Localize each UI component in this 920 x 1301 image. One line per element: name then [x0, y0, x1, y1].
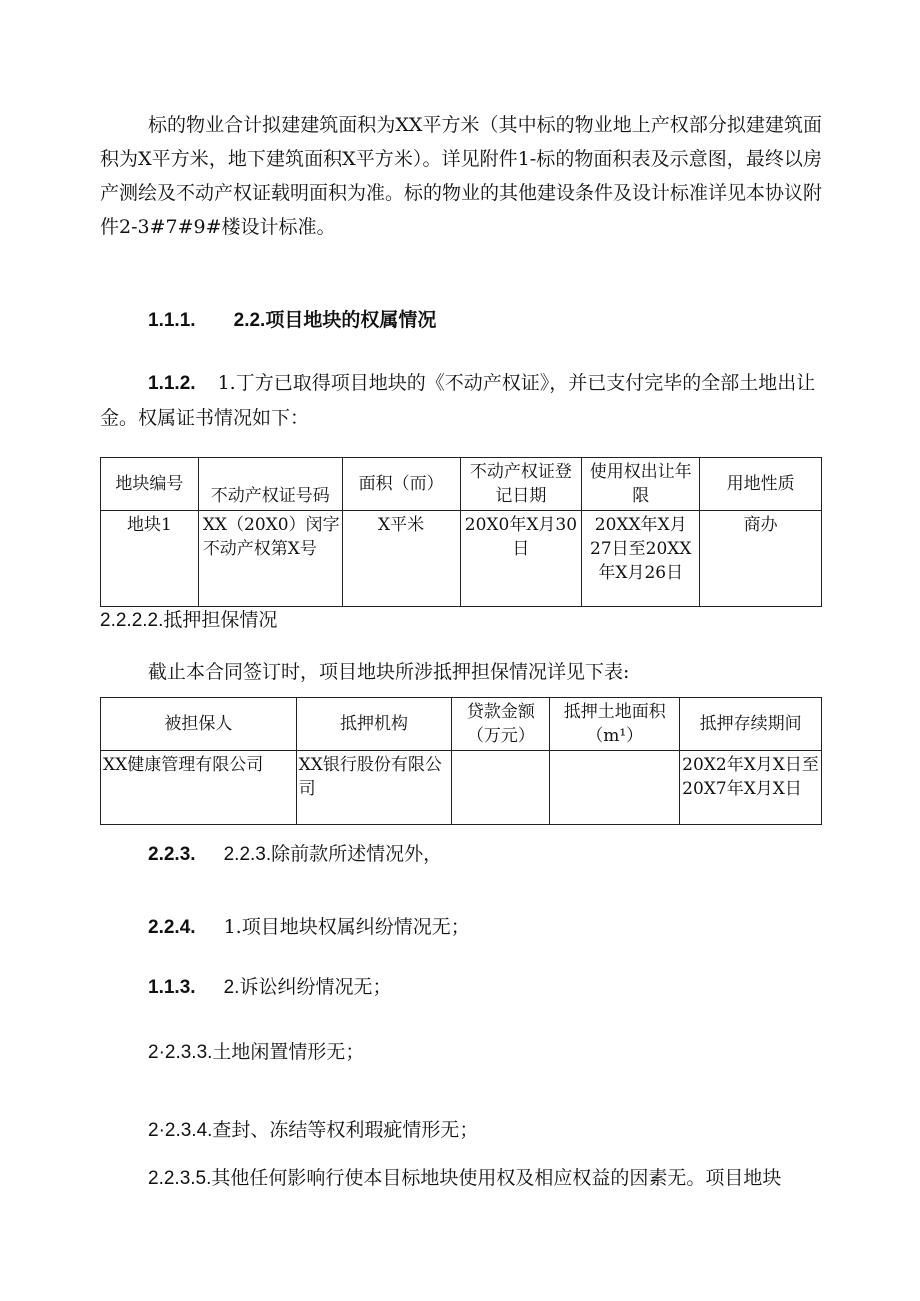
- cell-mortgage-area: [550, 751, 680, 825]
- table-header-row: [101, 698, 822, 751]
- section-number: 1.1.1.: [148, 310, 196, 331]
- item-number: 2.2.4.: [148, 917, 196, 938]
- item-number: 1.1.2.: [148, 373, 196, 394]
- cell-cert-no: XX（20X0）闵字不动产权第X号: [198, 511, 342, 607]
- cell-area: X平米: [342, 511, 460, 607]
- cell-guaranteed: XX健康管理有限公司: [101, 751, 297, 825]
- item-number: 2.2.3.: [148, 844, 196, 865]
- header-mortgage-area: 抵押土地面积（m¹）: [550, 698, 680, 751]
- cell-institution: XX银行股份有限公司: [296, 751, 452, 825]
- header-loan-amount: 贷款金额（万元）: [452, 698, 550, 751]
- item-seizure: 2·2.3.4.查封、冻结等权利瑕疵情形无；: [148, 1120, 479, 1141]
- header-reg-date: 不动产权证登记日期: [460, 458, 582, 511]
- header-term: 使用权出让年限: [582, 458, 700, 511]
- item-dispute: [148, 910, 822, 945]
- header-land-use: 用地性质: [700, 458, 822, 511]
- mortgage-table: [100, 697, 822, 825]
- section-ownership-heading: [148, 303, 822, 338]
- header-plot-no: 地块编号: [101, 458, 199, 511]
- table-header-row: [101, 458, 822, 511]
- item-text: 2.2.3.除前款所述情况外，: [223, 844, 443, 865]
- cell-reg-date: 20X0年X月30日: [460, 511, 582, 607]
- table-row: [101, 751, 822, 825]
- mortgage-intro: 截止本合同签订时，项目地块所涉抵押担保情况详见下表:: [148, 661, 630, 683]
- section-title: 2.2.项目地块的权属情况: [233, 310, 437, 331]
- cell-land-use: 商办: [700, 511, 822, 607]
- item-except: [148, 837, 822, 872]
- item-other-factors: 2.2.3.5.其他任何影响行使本目标地块使用权及相应权益的因素无。项目地块: [148, 1168, 782, 1189]
- ownership-table: [100, 457, 822, 607]
- section-title: 2.2.2.2.抵押担保情况: [100, 610, 278, 631]
- header-area: 面积（而）: [342, 458, 460, 511]
- table-row: [101, 511, 822, 607]
- header-guaranteed: 被担保人: [101, 698, 297, 751]
- item-text: 1.项目地块权属纠纷情况无；: [223, 916, 470, 938]
- item-text: 1.丁方已取得项目地块的《不动产权证》，并已支付完毕的全部土地出让金。权属证书情况如下：: [100, 372, 816, 429]
- item-idle-land: 2·2.3.3.土地闲置情形无；: [148, 1042, 365, 1063]
- cell-period: 20X2年X月X日至20X7年X月X日: [680, 751, 822, 825]
- cell-plot: 地块1: [101, 511, 199, 607]
- intro-paragraph: 标的物业合计拟建建筑面积为XX平方米（其中标的物业地上产权部分拟建建筑面积为X平方米，地下建筑面积X平方米）。详见附件1-标的物面积表及示意图，最终以房产测绘及不动产权证载明面积为准。标的物业的其他建设条件及设计标准详见本协议附件2-3#7#9#楼设计标准。: [100, 114, 823, 238]
- item-certificate: [100, 366, 822, 435]
- header-cert-no: 不动产权证号码: [198, 458, 342, 511]
- section-mortgage-heading: [100, 603, 822, 638]
- cell-term: 20XX年X月27日至20XX年X月26日: [582, 511, 700, 607]
- header-institution: 抵押机构: [296, 698, 452, 751]
- item-number: 1.1.3.: [148, 977, 196, 998]
- cell-loan-amount: [452, 751, 550, 825]
- item-text: 2.诉讼纠纷情况无；: [223, 977, 392, 998]
- item-litigation: [148, 970, 822, 1005]
- header-period: 抵押存续期间: [680, 698, 822, 751]
